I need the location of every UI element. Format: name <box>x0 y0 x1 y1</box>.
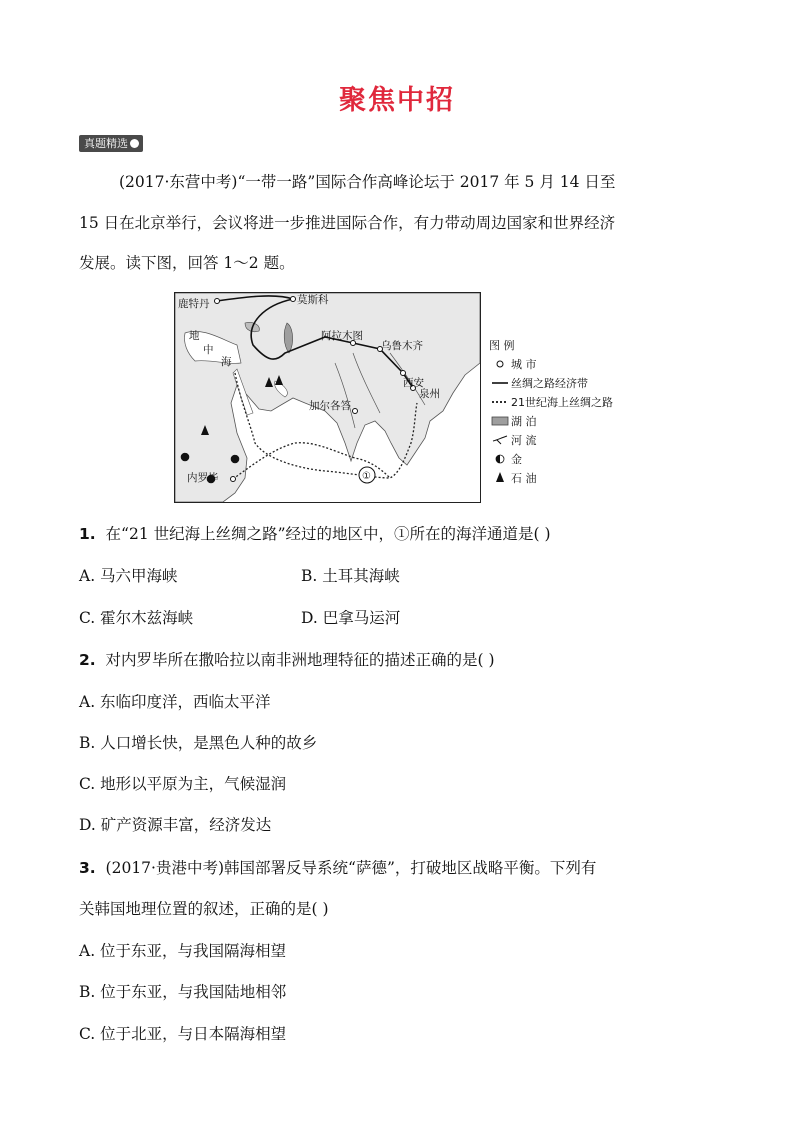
legend-label-sea-road: 21世纪海上丝绸之路 <box>511 396 613 409</box>
section-badge <box>79 135 143 152</box>
label-urumqi: 乌鲁木齐 <box>381 340 423 352</box>
page-title: 聚焦中招 <box>339 85 455 116</box>
label-kolkata: 加尔各答 <box>309 400 351 412</box>
legend-row-sea-road <box>489 393 639 412</box>
city-nairobi-point <box>231 477 236 482</box>
label-sea-char-3: 海 <box>221 356 232 368</box>
lake-swatch-icon <box>489 413 511 432</box>
question-1-option-a[interactable]: A. 马六甲海峡 <box>79 567 178 585</box>
question-2-text: 对内罗毕所在撒哈拉以南非洲地理特征的描述正确的是( ) <box>105 651 495 669</box>
question-3-option-b[interactable]: B. 位于东亚，与我国陆地相邻 <box>79 983 287 1001</box>
legend-label-city: 城 市 <box>511 358 537 371</box>
badge-label: 真题精选 <box>84 137 128 150</box>
legend-label-river: 河 流 <box>511 434 537 447</box>
question-1 <box>79 524 551 544</box>
label-nairobi: 内罗毕 <box>187 472 219 484</box>
question-1-option-d[interactable]: D. 巴拿马运河 <box>301 609 401 627</box>
gold-symbol-1 <box>181 453 189 461</box>
question-3-option-a[interactable]: A. 位于东亚，与我国隔海相望 <box>79 942 287 960</box>
city-kolkata-point <box>353 409 358 414</box>
legend-label-lake: 湖 泊 <box>511 415 537 428</box>
question-2 <box>79 650 495 670</box>
label-xian: 西安 <box>403 377 424 389</box>
question-2-option-c[interactable]: C. 地形以平原为主，气候湿润 <box>79 775 287 793</box>
intro-line-3: 发展。读下图，回答 1～2 题。 <box>79 254 295 272</box>
question-1-number: 1. <box>79 525 96 543</box>
question-3 <box>79 858 596 878</box>
intro-line-1: (2017·东营中考)“一带一路”国际合作高峰论坛于 2017 年 5 月 14 日至 <box>119 173 616 191</box>
legend-row-river <box>489 431 639 450</box>
legend-row-lake <box>489 412 639 431</box>
label-quanzhou: 泉州 <box>419 388 440 400</box>
gold-icon <box>489 451 511 470</box>
question-3-text-line-2: 关韩国地理位置的叙述，正确的是( ) <box>79 900 329 918</box>
legend-label-land-road: 丝绸之路经济带 <box>511 377 588 390</box>
map-legend <box>489 336 639 488</box>
city-moscow-point <box>291 297 296 302</box>
map-graphic <box>175 293 480 502</box>
question-2-option-d[interactable]: D. 矿产资源丰富，经济发达 <box>79 816 272 834</box>
question-2-option-a[interactable]: A. 东临印度洋，西临太平洋 <box>79 693 271 711</box>
legend-title: 图 例 <box>489 339 515 352</box>
label-strait-marker: ① <box>362 471 371 482</box>
river-icon <box>489 432 511 451</box>
label-rotterdam: 鹿特丹 <box>178 298 210 310</box>
dotted-line-icon <box>489 394 511 413</box>
legend-label-gold: 金 <box>511 453 522 466</box>
question-1-option-c[interactable]: C. 霍尔木兹海峡 <box>79 609 194 627</box>
question-2-number: 2. <box>79 651 96 669</box>
question-3-option-c[interactable]: C. 位于北亚，与日本隔海相望 <box>79 1025 287 1043</box>
solid-line-icon <box>489 375 511 394</box>
intro-line-2: 15 日在北京举行，会议将进一步推进国际合作，有力带动周边国家和世界经济 <box>79 214 616 232</box>
label-almaty: 阿拉木图 <box>321 330 363 342</box>
legend-row-gold <box>489 450 639 469</box>
question-1-option-b[interactable]: B. 土耳其海峡 <box>301 567 400 585</box>
question-2-option-b[interactable]: B. 人口增长快，是黑色人种的故乡 <box>79 734 318 752</box>
question-3-text: (2017·贵港中考)韩国部署反导系统“萨德”，打破地区战略平衡。下列有 <box>105 859 597 877</box>
legend-row-city <box>489 355 639 374</box>
city-rotterdam-point <box>215 299 220 304</box>
legend-row-oil <box>489 469 639 488</box>
city-xian-point <box>401 371 406 376</box>
question-1-text: 在“21 世纪海上丝绸之路”经过的地区中，①所在的海洋通道是( ) <box>105 525 551 543</box>
legend-row-land-road <box>489 374 639 393</box>
city-circle-icon <box>489 356 511 375</box>
label-moscow: 莫斯科 <box>297 294 329 306</box>
label-sea-char-2: 中 <box>203 344 214 356</box>
legend-label-oil: 石 油 <box>511 472 537 485</box>
badge-dot-icon <box>130 139 139 148</box>
oil-icon <box>489 470 511 489</box>
question-3-number: 3. <box>79 859 96 877</box>
silk-road-map <box>174 292 481 503</box>
gold-symbol-3 <box>231 455 239 463</box>
label-sea-char-1: 地 <box>189 330 200 342</box>
